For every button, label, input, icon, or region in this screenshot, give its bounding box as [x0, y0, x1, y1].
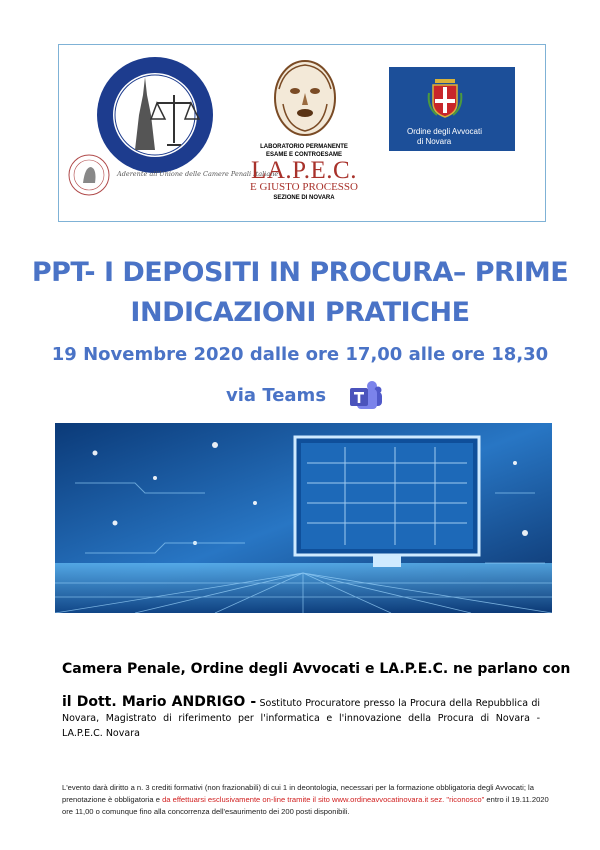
- lapec-label: LABORATORIO PERMANENTE ESAME E CONTROESAME: [260, 144, 348, 158]
- logos-box: [58, 44, 546, 222]
- footer-registration-link-text: da effettuarsi esclusivamente on-line tramite il sito www.ordineavvocatinovara.it sez. "riconosco": [162, 795, 485, 804]
- event-platform: via Teams: [226, 385, 327, 406]
- lapec-section: SEZIONE DI NOVARA: [273, 195, 335, 201]
- event-title-line-2: INDICAZIONI PRATICHE: [130, 297, 470, 328]
- footer-text-3: entro il 19.11.2020 ore 11,00 o comunque fino alla concorrenza dell'esaurimento dei 200 posti disponibili.: [62, 795, 549, 816]
- footer-notice: [62, 782, 552, 818]
- ordine-avvocati-logo: [389, 67, 515, 151]
- event-date: 19 Novembre 2020 dalle ore 17,00 alle ore 18,30: [51, 344, 549, 365]
- intro-text: Camera Penale, Ordine degli Avvocati e LA.P.E.C. ne parlano con: [62, 661, 571, 677]
- hero-technology-image: [55, 423, 552, 613]
- lapec-name: LA.P.E.C.: [251, 157, 357, 184]
- aderente-text: Aderente all'Unione delle Camere Penali Italiane: [117, 170, 279, 178]
- event-title-line-1: PPT- I DEPOSITI IN PROCURA– PRIME: [31, 257, 569, 288]
- footer-text-1: L'evento darà diritto a n. 3 crediti formativi (non frazionabili) di cui 1 in deontologia, necessari per la formazione obbligatoria degli Avvocati; la prenotazione è obbligatoria e: [62, 783, 534, 804]
- ordine-text: Ordine degli Avvocati di Novara: [407, 127, 483, 146]
- camera-penale-seal-logo: [95, 55, 215, 175]
- speaker-paragraph: [62, 695, 540, 741]
- microsoft-teams-icon: [348, 380, 382, 412]
- bocca-della-verita-logo: [273, 59, 337, 137]
- novara-coat-of-arms-icon: [427, 73, 463, 119]
- speaker-name: il Dott. Mario ANDRIGO -: [62, 694, 257, 710]
- lapec-subtitle: E GIUSTO PROCESSO: [250, 181, 358, 193]
- speaker-role: Sostituto Procuratore presso la Procura della Repubblica di Novara, Magistrato di riferimento per l'informatica e l'innovazione della Procura di Novara - LA.P.E.C. Novara: [62, 698, 540, 739]
- small-seal-logo: [67, 153, 111, 197]
